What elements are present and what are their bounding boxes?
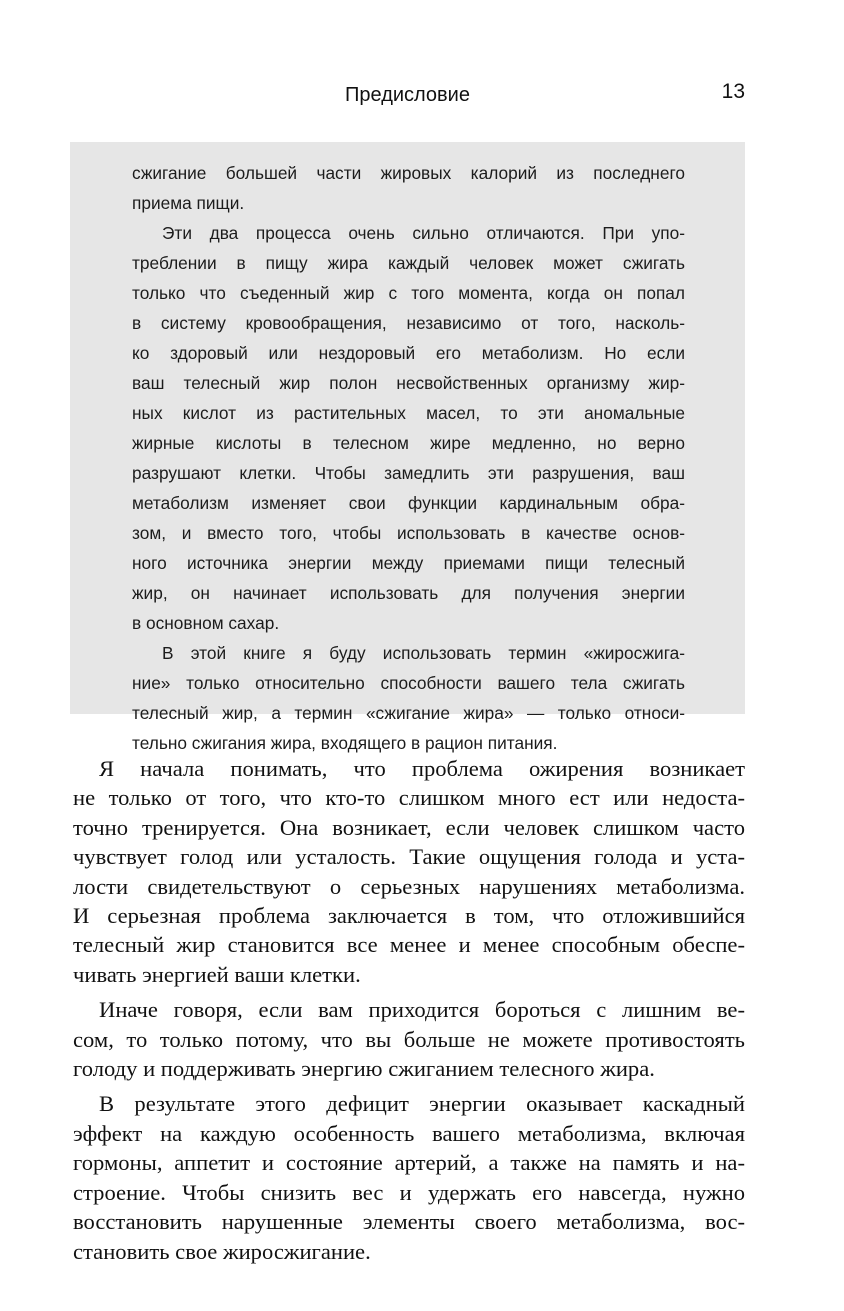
sidebar-line: ко здоровый или нездоровый его метаболизм. Но если <box>132 343 685 363</box>
body-line: точно тренируется. Она возникает, если человек слишком часто <box>73 814 745 840</box>
body-line: Иначе говоря, если вам приходится бороться с лишним ве- <box>99 997 745 1023</box>
sidebar-line: только что съеденный жир с того момента, когда он попал <box>132 283 685 303</box>
sidebar-line: разрушают клетки. Чтобы замедлить эти разрушения, ваш <box>132 463 685 483</box>
body-line: В результате этого дефицит энергии оказывает каскадный <box>99 1091 745 1117</box>
sidebar-line: треблении в пищу жира каждый человек может сжигать <box>132 253 685 273</box>
sidebar-line: сжигание большей части жировых калорий из последнего <box>132 163 685 183</box>
sidebar-line: ного источника энергии между приемами пищи телесный <box>132 553 685 573</box>
sidebar-line: в систему кровообращения, независимо от того, насколь- <box>132 313 685 333</box>
body-line: не только от того, что кто-то слишком много ест или недоста- <box>73 785 745 811</box>
sidebar-line: жир, он начинает использовать для получения энергии <box>132 583 685 603</box>
page-number: 13 <box>721 80 745 103</box>
body-line: лости свидетельствуют о серьезных нарушениях метаболизма. <box>73 873 745 899</box>
chapter-title: Предисловие <box>345 84 470 106</box>
body-line: сом, то только потому, что вы больше не можете противостоять <box>73 1026 745 1052</box>
body-line: эффект на каждую особенность вашего метаболизма, включая <box>73 1120 745 1146</box>
sidebar-line: ние» только относительно способности вашего тела сжигать <box>132 673 685 693</box>
sidebar-line: ных кислот из растительных масел, то эти аномальные <box>132 403 685 423</box>
sidebar-line: Эти два процесса очень сильно отличаются. При упо- <box>162 223 685 243</box>
sidebar-line: В этой книге я буду использовать термин «жиросжига- <box>162 643 685 663</box>
body-line: строение. Чтобы снизить вес и удержать его навсегда, нужно <box>73 1179 745 1205</box>
sidebar-line: в основном сахар. <box>132 613 280 633</box>
sidebar-line: зом, и вместо того, чтобы использовать в качестве основ- <box>132 523 685 543</box>
body-text <box>73 754 745 1266</box>
sidebar-line: жирные кислоты в телесном жире медленно, но верно <box>132 433 685 453</box>
body-line: телесный жир становится все менее и менее способным обеспе- <box>73 932 745 958</box>
sidebar-line: телесный жир, а термин «сжигание жира» — только относи- <box>132 703 685 723</box>
sidebar-line: тельно сжигания жира, входящего в рацион питания. <box>132 733 558 753</box>
sidebar-line: метаболизм изменяет свои функции кардинальным обра- <box>132 493 685 513</box>
running-head <box>70 80 745 114</box>
sidebar-line: ваш телесный жир полон несвойственных организму жир- <box>132 373 685 393</box>
body-line: Я начала понимать, что проблема ожирения возникает <box>99 756 745 781</box>
body-line: гормоны, аппетит и состояние артерий, а также на память и на- <box>73 1150 745 1176</box>
body-line: восстановить нарушенные элементы своего метаболизма, вос- <box>73 1209 745 1235</box>
body-line: голоду и поддерживать энергию сжиганием телесного жира. <box>73 1056 655 1082</box>
body-line: чивать энергией ваши клетки. <box>73 961 361 987</box>
body-line: чувствует голод или усталость. Такие ощущения голода и уста- <box>73 844 745 870</box>
sidebar-line: приема пищи. <box>132 193 245 213</box>
body-line: становить свое жиросжигание. <box>73 1238 371 1264</box>
sidebar-note-box <box>70 142 745 753</box>
body-line: И серьезная проблема заключается в том, что отложившийся <box>73 903 745 929</box>
